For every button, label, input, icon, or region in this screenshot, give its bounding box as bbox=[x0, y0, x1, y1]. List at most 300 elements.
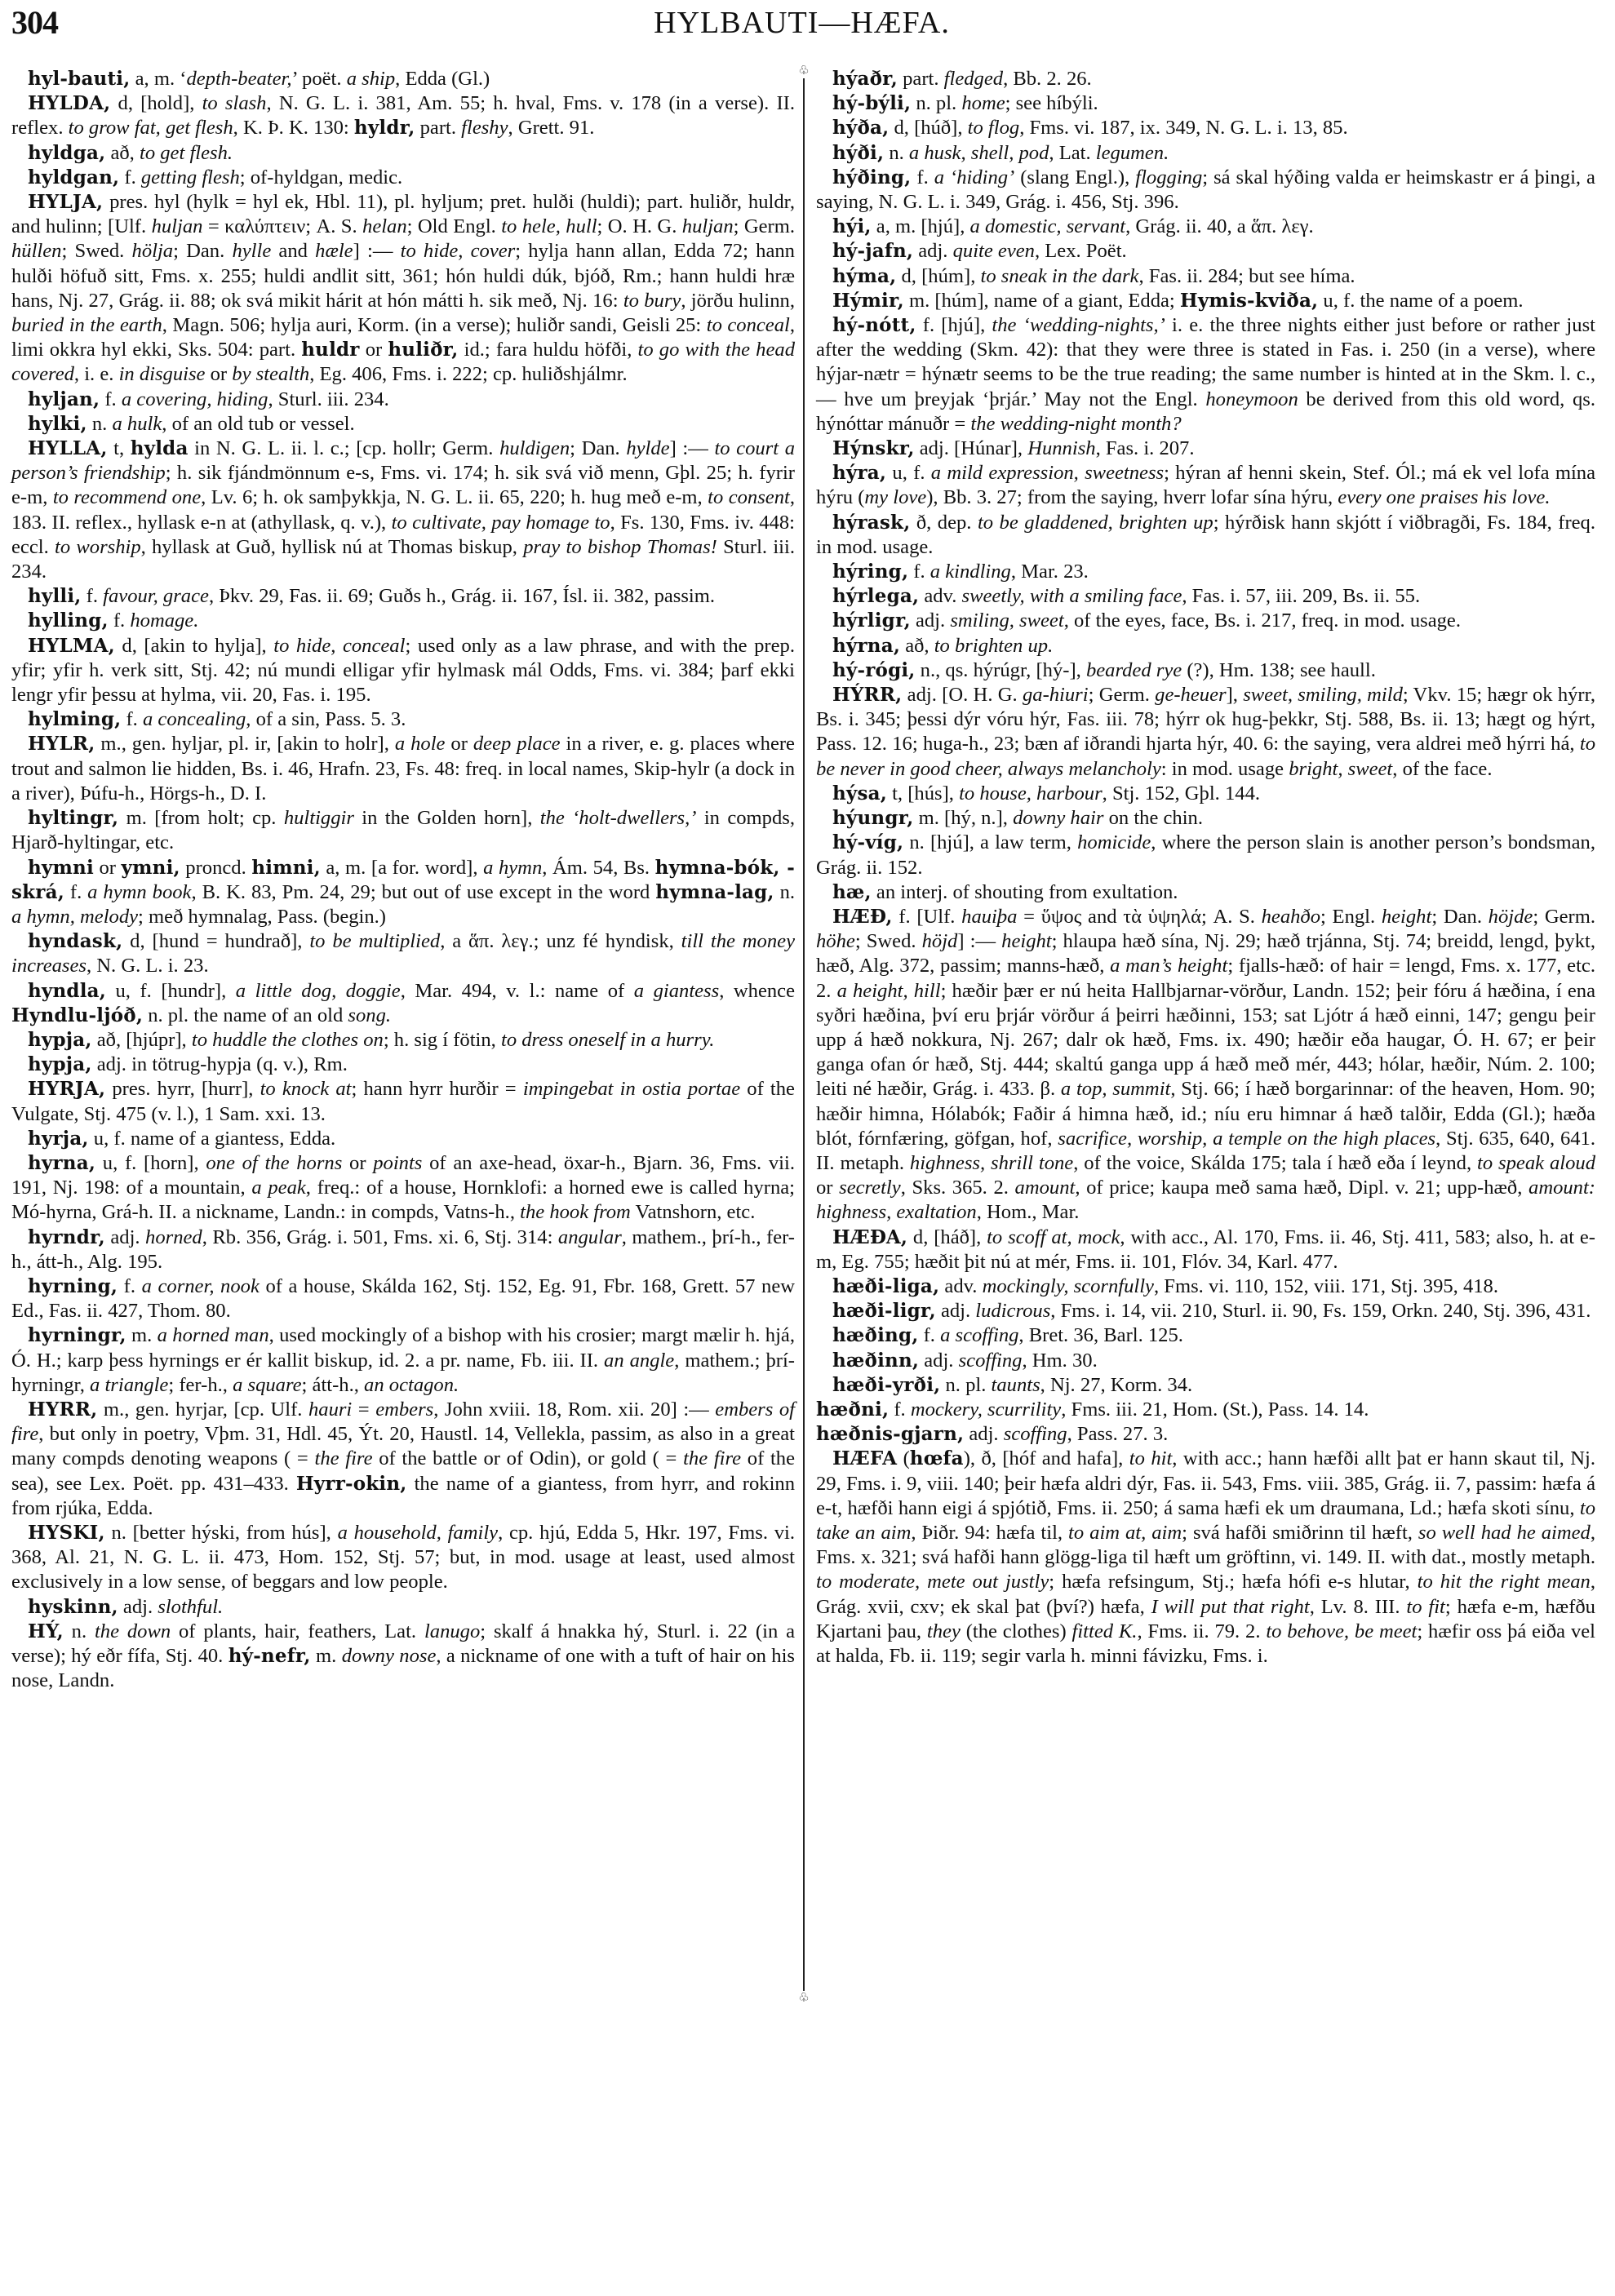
headword: hymna-lag, bbox=[655, 880, 774, 903]
gloss: a hole bbox=[394, 733, 446, 756]
dictionary-entry bbox=[816, 141, 1595, 166]
gloss: scoffing bbox=[958, 1349, 1023, 1372]
entry-text: ; of-hyldgan, medic. bbox=[239, 166, 403, 188]
headword: hæðni, bbox=[816, 1398, 890, 1421]
gloss: lanugo bbox=[424, 1620, 481, 1642]
entry-text: m., gen. hyljar, pl. ir, [akin to holr], bbox=[95, 733, 395, 756]
gloss: embers of fire bbox=[11, 1398, 795, 1446]
entry-text: of an axe-head, öxar-h., Bjarn. 36, Fms. vii. 191, Nj. 198: of a mountain, bbox=[11, 1151, 795, 1199]
entry-text: , Stj. 66; í hæð borgarinnar: of the heaven, Hom. 90; hæðir himna, Hólabók; Faðir á himna hæð, id.; níu eru himnar á hæð talðir, Edda (Gl.); hæða blót, fórnfæring, göfgan, hof, bbox=[816, 1078, 1595, 1150]
entry-text: t, bbox=[107, 437, 131, 460]
entry-text: of the sea), see Lex. Poët. pp. 431–433. bbox=[11, 1447, 796, 1495]
entry-text: , Sks. 365. 2. bbox=[900, 1177, 1015, 1199]
ornament-bottom-icon: ♧ bbox=[798, 1992, 810, 2005]
dictionary-entry bbox=[11, 1226, 795, 1274]
dictionary-entry bbox=[816, 1349, 1595, 1373]
entry-text: n. bbox=[87, 412, 113, 435]
gloss: höjde bbox=[1488, 905, 1533, 928]
entry-text: , Bb. 2. 26. bbox=[1003, 68, 1092, 90]
dictionary-entry bbox=[11, 1053, 795, 1077]
headword: hyrningr, bbox=[28, 1324, 126, 1347]
gloss: buried in the earth bbox=[11, 314, 162, 337]
gloss: to worship bbox=[54, 535, 141, 558]
entry-text: adv. bbox=[919, 585, 962, 608]
dictionary-entry bbox=[11, 1274, 795, 1323]
entry-text: n. pl. bbox=[940, 1373, 992, 1396]
entry-text: in a river, e. g. places where trout and salmon lie hidden, Bs. i. 46, Hrafn. 23, Fs. 48: freq. in local names, Skip-hylr (a dock in a river), Þúfu-h., Hörgs-h., D. I. bbox=[11, 733, 795, 804]
headword: hylki, bbox=[28, 412, 87, 435]
headword: hylming, bbox=[28, 708, 122, 731]
entry-text: = ὕψος and τὰ ὑψηλά; A. S. bbox=[1017, 905, 1262, 928]
headword: Hyndlu-ljóð, bbox=[11, 1004, 144, 1026]
gloss: hylde bbox=[626, 437, 670, 460]
gloss: sacrifice, worship, a temple on the high places bbox=[1058, 1127, 1436, 1150]
entry-text: ( bbox=[897, 1447, 910, 1470]
dictionary-entry bbox=[816, 1447, 1595, 1669]
entry-text: , freq.: of a house, Hornklofi: a horned ewe is called hyrna; Mó-hyrna, Grá-h. II. a nickname, Landn.: in compds, Vatns-h., bbox=[11, 1177, 795, 1224]
headword: huliðr, bbox=[388, 339, 459, 361]
entry-text: ; hæfa refsingum, Stj.; hæfa hófi e-s hlutar, bbox=[1049, 1571, 1418, 1593]
headword: hyrndr, bbox=[28, 1226, 105, 1248]
entry-text: on the chin. bbox=[1103, 807, 1203, 830]
entry-text: , Stj. 635, 640, 641. II. metaph. bbox=[816, 1127, 1595, 1174]
headword: HÝRR, bbox=[832, 684, 903, 707]
entry-text: adj. in tötrug-hypja (q. v.), Rm. bbox=[91, 1053, 348, 1076]
gloss: impingebat in ostia portae bbox=[522, 1078, 741, 1101]
entry-text: ; h. sik fjándmönnum e-s, Fms. vi. 174; h. sik svá við menn, Gþl. 25; h. fyrir e-m, bbox=[11, 462, 795, 509]
entry-text: (the clothes) bbox=[960, 1620, 1072, 1642]
entry-text: of plants, hair, feathers, Lat. bbox=[171, 1620, 424, 1642]
gloss: slothful. bbox=[158, 1595, 224, 1618]
headword: hyl-bauti, bbox=[28, 68, 131, 90]
gloss: a covering, hiding bbox=[121, 388, 268, 410]
entry-text: f. bbox=[121, 708, 143, 731]
entry-text: adj. [Húnar], bbox=[914, 437, 1028, 460]
entry-text: ; svá hafði smiðrinn til hæft, bbox=[1182, 1521, 1418, 1544]
headword: hæðinn, bbox=[832, 1349, 920, 1372]
headword: hýsa, bbox=[832, 782, 887, 804]
entry-text: , N. G. L. i. 23. bbox=[86, 955, 209, 977]
dictionary-entry bbox=[11, 91, 795, 140]
gloss: to behove, be meet bbox=[1266, 1620, 1418, 1642]
entry-text: , 183. II. reflex., hyllask e-n at (athyllask, q. v.), bbox=[11, 486, 795, 534]
gloss: to knock at bbox=[260, 1078, 352, 1101]
entry-text: ; h. sig í fötin, bbox=[383, 1028, 501, 1051]
dictionary-entry bbox=[11, 67, 795, 91]
entry-text: n. pl. the name of an old bbox=[143, 1004, 348, 1026]
entry-text: , John xviii. 18, Rom. xii. 20] :— bbox=[433, 1398, 716, 1421]
dictionary-entry bbox=[816, 1398, 1595, 1422]
entry-text: , jörðu hulinn, bbox=[681, 289, 795, 312]
headword: hýrlega, bbox=[832, 585, 920, 608]
entry-text: , Lex. Poët. bbox=[1034, 240, 1127, 263]
gloss: homicide bbox=[1077, 831, 1151, 854]
headword: hýring, bbox=[832, 561, 909, 583]
entry-text: the name of a giantess, from hyrr, and rokinn from rjúka, Edda. bbox=[11, 1472, 795, 1519]
entry-text: , N. G. L. i. 381, Am. 55; h. hval, Fms. v. 178 (in a verse). II. reflex. bbox=[11, 92, 795, 140]
headword: Hyrr-okin, bbox=[295, 1472, 407, 1495]
gloss: ge-heuer bbox=[1155, 684, 1227, 707]
gloss: to aim at, aim bbox=[1068, 1521, 1182, 1544]
entry-text: ; Germ. bbox=[1088, 684, 1156, 707]
headword: HYLDA, bbox=[28, 92, 111, 115]
entry-text: d, [akin to hylja], bbox=[114, 634, 274, 657]
gloss: so well had he aimed bbox=[1418, 1521, 1591, 1544]
gloss: hölja bbox=[131, 240, 174, 263]
gloss: a man’s height bbox=[1110, 955, 1228, 977]
entry-text: part. bbox=[415, 117, 462, 140]
entry-text: , Mar. 494, v. l.: name of bbox=[400, 979, 634, 1002]
entry-text: in compds, Hjarð-hyltingar, etc. bbox=[11, 807, 795, 854]
entry-text: ; see híbýli. bbox=[1005, 92, 1098, 115]
gloss: ga-hiuri bbox=[1022, 684, 1089, 707]
entry-text: ] :— bbox=[353, 240, 401, 263]
gloss: the ‘holt-dwellers,’ bbox=[539, 807, 697, 830]
entry-text: , Þiðr. 94: hæfa til, bbox=[911, 1521, 1069, 1544]
entry-text: ; Dan. bbox=[570, 437, 627, 460]
gloss: huljan bbox=[151, 215, 203, 238]
dictionary-entry bbox=[11, 1620, 795, 1694]
entry-text: , Hom., Mar. bbox=[976, 1201, 1080, 1224]
dictionary-entry bbox=[11, 190, 795, 388]
gloss: mockingly, scornfully bbox=[982, 1274, 1154, 1297]
entry-text: ), Bb. 3. 27; from the saying, hverr lofar sína hýru, bbox=[926, 486, 1338, 509]
gloss: height bbox=[1001, 930, 1052, 953]
entry-text: að, [hjúpr], bbox=[91, 1028, 192, 1051]
entry-text: ; skalf á hnakka hý, Sturl. i. 22 (in a verse); hý eðr fífa, Stj. 40. bbox=[11, 1620, 796, 1667]
gloss: a mild expression, sweetness bbox=[930, 462, 1165, 485]
entry-text: ; hæfa e-m, hæfðu Kjartani þau, bbox=[816, 1595, 1595, 1642]
right-column bbox=[816, 67, 1595, 1669]
entry-text: a, m. [hjú], bbox=[871, 215, 970, 238]
headword: hylli, bbox=[28, 585, 82, 608]
entry-text: pres. hyrr, [hurr], bbox=[105, 1078, 260, 1101]
gloss: a corner, nook bbox=[141, 1274, 260, 1297]
entry-text: ; fjalls-hæð: of hair = lengd, Fms. x. 177, etc. 2. bbox=[816, 955, 1595, 1002]
headword: hýða, bbox=[832, 117, 890, 140]
entry-text: f. bbox=[889, 1398, 911, 1421]
headword: hyndla, bbox=[28, 979, 106, 1002]
entry-text: in N. G. L. ii. l. c.; [cp. hollr; Germ. bbox=[188, 437, 500, 460]
dictionary-entry bbox=[816, 1422, 1595, 1447]
gloss: the wedding-night month? bbox=[970, 412, 1182, 435]
entry-text: adj. bbox=[935, 1300, 976, 1323]
gloss: my love bbox=[864, 486, 927, 509]
headword: hý-býli, bbox=[832, 92, 912, 115]
gloss: heahðo bbox=[1261, 905, 1321, 928]
dictionary-entry bbox=[11, 412, 795, 437]
entry-text: , Sturl. iii. 234. bbox=[268, 388, 389, 410]
dictionary-entry bbox=[11, 707, 795, 732]
entry-text: , a nickname of one with a tuft of hair on his nose, Landn. bbox=[11, 1645, 795, 1692]
entry-text: , i. e. bbox=[73, 363, 119, 386]
dictionary-entry bbox=[11, 584, 795, 609]
entry-text: of the battle or of Odin), or gold ( = bbox=[372, 1447, 684, 1470]
entry-text: : in mod. usage bbox=[1160, 757, 1289, 780]
gloss: a hymn bbox=[483, 856, 543, 879]
gloss: to cultivate, pay homage to bbox=[391, 511, 610, 534]
entry-text: , Grett. 91. bbox=[508, 117, 595, 140]
headword: hæði-ligr, bbox=[832, 1300, 936, 1323]
entry-text: , Edda (Gl.) bbox=[395, 68, 490, 90]
entry-text: d, [húð], bbox=[889, 117, 968, 140]
entry-text: , Lat. bbox=[1049, 141, 1096, 164]
entry-text: f. [hjú], bbox=[916, 314, 992, 337]
entry-text: id.; fara huldu höfði, bbox=[458, 339, 638, 361]
entry-text: , used mockingly of a bishop with his crosier; margt mælir h. hjá, Ó. H.; karp þess hyrnings er ér kallit biskup, id. 2. a pr. name, Fb. iii. II. bbox=[11, 1324, 795, 1372]
headword: hæði-yrði, bbox=[832, 1373, 941, 1396]
entry-text: ð, dep. bbox=[910, 511, 978, 534]
gloss: to hit bbox=[1129, 1447, 1173, 1470]
dictionary-entry bbox=[816, 1226, 1595, 1274]
dictionary-entry bbox=[816, 584, 1595, 609]
entry-text: , a ἅπ. λεγ.; unz fé hyndisk, bbox=[440, 930, 681, 953]
headword: hýi, bbox=[832, 215, 872, 238]
entry-text: (slang Engl.), bbox=[1014, 166, 1136, 188]
entry-text: d, [háð], bbox=[907, 1226, 987, 1248]
entry-text: , Fms. vi. 187, ix. 349, N. G. L. i. 13, 85. bbox=[1019, 117, 1348, 140]
dictionary-entry bbox=[11, 1077, 795, 1126]
entry-text: Sturl. iii. 234. bbox=[11, 535, 795, 583]
entry-text: ; Swed. bbox=[854, 930, 922, 953]
entry-text: ; fer-h., bbox=[168, 1373, 233, 1396]
headword: HÆÐA, bbox=[832, 1226, 908, 1248]
entry-text: ; hýran af henni skein, Stef. Ól.; má ek vel lofa mína hýru ( bbox=[816, 462, 1596, 509]
entry-text: m. [hý, n.], bbox=[913, 807, 1014, 830]
gloss: horned bbox=[145, 1226, 202, 1248]
headword: hymna-bók, -skrá, bbox=[11, 856, 795, 903]
headword: HYSKI, bbox=[28, 1521, 105, 1544]
entry-text: n., qs. hýrúgr, [hý-], bbox=[915, 658, 1086, 681]
gloss: by stealth bbox=[232, 363, 310, 386]
entry-text: , Fms. iii. 21, Hom. (St.), Pass. 14. 14. bbox=[1061, 1398, 1369, 1421]
headword: hypja, bbox=[28, 1028, 92, 1051]
entry-text: , Magn. 506; hylja auri, Korm. (in a verse); huliðr sandi, Geisli 25: bbox=[162, 314, 707, 337]
entry-text: , K. Þ. K. 130: bbox=[233, 117, 354, 140]
headword: hyldga, bbox=[28, 141, 106, 164]
gloss: homage. bbox=[130, 609, 199, 632]
entry-text: adj. bbox=[104, 1226, 146, 1248]
entry-text: ; hlaupa hæð sína, Nj. 29; hæð trjánna, Stj. 74; breidd, lengd, þykt, hæð, Alg. 372, passim; manns-hæð, bbox=[816, 930, 1595, 977]
dictionary-entry bbox=[816, 1373, 1595, 1398]
dictionary-entry bbox=[816, 831, 1595, 880]
dictionary-entry bbox=[816, 634, 1595, 658]
page-number: 304 bbox=[11, 4, 58, 41]
gloss: a peak bbox=[251, 1177, 306, 1199]
entry-text: , Fas. i. 207. bbox=[1095, 437, 1195, 460]
headword: hýði, bbox=[832, 141, 885, 164]
gloss: secretly bbox=[839, 1177, 901, 1199]
entry-text: , Fms. x. 321; svá hafði hann glögg-liga til hæft um gröftinn, vi. 149. II. with dat., mostly metaph. bbox=[816, 1521, 1596, 1569]
headword: hylling, bbox=[28, 609, 109, 632]
entry-text: , limi okkra hyl ekki, Sks. 504: part. bbox=[11, 314, 796, 361]
entry-text: be derived from this old word, qs. hýnóttar mánuðr = bbox=[816, 388, 1595, 435]
entry-text: or bbox=[205, 363, 233, 386]
headword: hyrna, bbox=[28, 1151, 96, 1174]
entry-text: ; Germ. bbox=[733, 215, 796, 238]
entry-text: , of the eyes, face, Bs. i. 217, freq. in mod. usage. bbox=[1063, 609, 1461, 632]
gloss: hauri bbox=[308, 1398, 353, 1421]
dictionary-entry bbox=[816, 806, 1595, 831]
headword: hý-víg, bbox=[832, 831, 904, 854]
headword: HYLR, bbox=[28, 733, 95, 756]
entry-text: adj. bbox=[118, 1595, 158, 1618]
entry-text: , with acc., Al. 170, Fms. ii. 46, Stj. 411, 583; also, h. at e-m, Eg. 755; hæðit þit nú at mér, Fms. ii. 101, Flóv. 34, Karl. 477. bbox=[816, 1226, 1595, 1273]
gloss: to go with the head covered bbox=[11, 339, 795, 386]
gloss: a scoffing bbox=[940, 1324, 1019, 1347]
headword: hœfa bbox=[909, 1447, 964, 1470]
entry-text: ; hæðir þær er nú heita Hallbjarnar-vörður, Landn. 152; þeir fóru á hæðina, í ena syðri hæðina, því eru þrjár vörður á þeirri hæðinni, 153; sat Ljótr á hæð einni, 147; gengu þeir upp á hæð nokkura, Nj. 267; dalr ok hæð, Fms. ix. 490; hæðir eða haugar, Ó. H. 67; er þeir ganga ofan ór hæð, Stj. 444; skaltú ganga upp á hæð með mér, 443; hólar, hæðir, Núm. 2. 100; leiti né hæðir, Grág. i. 433. β. bbox=[816, 979, 1595, 1101]
gloss: height bbox=[1381, 905, 1432, 928]
dictionary-entry bbox=[816, 880, 1595, 905]
gloss: to hele, hull bbox=[501, 215, 597, 238]
entry-text: adv. bbox=[939, 1274, 983, 1297]
column-rule bbox=[803, 78, 805, 1991]
gloss: legumen. bbox=[1095, 141, 1169, 164]
entry-text: , Grág. xvii, cxv; ek skal þat (því?) hæfa, bbox=[816, 1571, 1595, 1618]
entry-text: , Fas. i. 57, iii. 209, Bs. ii. 55. bbox=[1182, 585, 1421, 608]
dictionary-entry bbox=[816, 166, 1595, 215]
gloss: höjd bbox=[921, 930, 958, 953]
entry-text: , Fms. i. 14, vii. 210, Sturl. ii. 90, Fs. 159, Orkn. 240, Stj. 396, 431. bbox=[1050, 1300, 1591, 1323]
gloss: amount bbox=[1014, 1177, 1076, 1199]
dictionary-entry bbox=[816, 67, 1595, 91]
dictionary-entry bbox=[816, 1299, 1595, 1323]
gloss: to get flesh. bbox=[139, 141, 233, 164]
gloss: fleshy bbox=[461, 117, 508, 140]
gloss: huldigen bbox=[499, 437, 570, 460]
dictionary-entry bbox=[11, 1028, 795, 1053]
headword: huldr bbox=[301, 339, 360, 361]
dictionary-entry bbox=[11, 634, 795, 708]
left-column bbox=[11, 67, 795, 1693]
gloss: one of the horns bbox=[206, 1151, 343, 1174]
gloss: to scoff at, mock bbox=[987, 1226, 1120, 1248]
entry-text: , Fms. ii. 79. 2. bbox=[1137, 1620, 1267, 1642]
gloss: a household, family bbox=[337, 1521, 499, 1544]
headword: hyltingr, bbox=[28, 807, 119, 830]
dictionary-entry bbox=[11, 609, 795, 633]
dictionary-entry bbox=[816, 289, 1595, 313]
dictionary-entry bbox=[816, 437, 1595, 461]
dictionary-entry bbox=[816, 905, 1595, 1226]
entry-text: (?), Hm. 138; see haull. bbox=[1182, 658, 1376, 681]
gloss: a square bbox=[233, 1373, 302, 1396]
entry-text: ] :— bbox=[669, 437, 715, 460]
entry-text: , Stj. 152, Gþl. 144. bbox=[1102, 782, 1261, 804]
gloss: downy hair bbox=[1013, 807, 1104, 830]
dictionary-entry bbox=[11, 979, 795, 1028]
headword: hypja, bbox=[28, 1053, 92, 1076]
gloss: till the money increases bbox=[11, 930, 795, 977]
headword: ymni, bbox=[121, 856, 180, 879]
headword: Hymis-kviða, bbox=[1179, 289, 1319, 312]
entry-text: m. bbox=[126, 1324, 158, 1347]
gloss: favour, grace bbox=[103, 585, 209, 608]
entry-text: , of price; kaupa með sama hæð, Dipl. v. 21; upp-hæð, bbox=[1075, 1177, 1529, 1199]
gloss: fledged bbox=[943, 68, 1004, 90]
headword: hæðing, bbox=[832, 1324, 919, 1347]
headword: hyndask, bbox=[28, 930, 123, 953]
gloss: to bury bbox=[623, 289, 681, 312]
headword: HÆFA bbox=[832, 1447, 898, 1470]
gloss: a hulk bbox=[112, 412, 162, 435]
gloss: depth-beater, bbox=[186, 68, 292, 90]
entry-text: ; Dan. bbox=[1431, 905, 1489, 928]
gloss: huljan bbox=[681, 215, 734, 238]
gloss: song. bbox=[348, 1004, 392, 1026]
gloss: a ‘hiding’ bbox=[934, 166, 1015, 188]
dictionary-entry bbox=[816, 116, 1595, 140]
gloss: in disguise bbox=[118, 363, 206, 386]
entry-text: , Eg. 406, Fms. i. 222; cp. huliðshjálmr. bbox=[309, 363, 628, 386]
gloss: to recommend one bbox=[52, 486, 202, 509]
gloss: hylle bbox=[232, 240, 272, 263]
gloss: embers bbox=[375, 1398, 434, 1421]
dictionary-entry bbox=[816, 683, 1595, 782]
entry-text: ; Vkv. 15; hægr ok hýrr, Bs. i. 345; þessi dýr vóru hýr, Fas. iii. 78; hýrr ok hug-þekkr, Stj. 588, Bs. ii. 13; hægt og hýrt, Pass. 12. 16; huga-h., 23; bæn af iðrandi hjarta hýr, 40. 6: the saying, vera aldrei með hýrri há, bbox=[816, 684, 1595, 756]
entry-text: = καλύπτειν; A. S. bbox=[202, 215, 363, 238]
gloss: getting flesh bbox=[140, 166, 240, 188]
gloss: they bbox=[926, 1620, 961, 1642]
entry-text: f. bbox=[81, 585, 104, 608]
entry-text: , mathem., þrí-h., fer-h., átt-h., Alg. 195. bbox=[11, 1226, 795, 1273]
headword: hýra, bbox=[832, 462, 887, 485]
headword: hyljan, bbox=[28, 388, 100, 410]
entry-text: , Lv. 6; h. ok samþykkja, N. G. L. ii. 65, 220; h. hug með e-m, bbox=[201, 486, 708, 509]
entry-text: ; Swed. bbox=[61, 240, 132, 263]
gloss: an octagon. bbox=[364, 1373, 459, 1396]
entry-text: ; sá skal hýðing valda er heimskastr er á þingi, a saying, N. G. L. i. 349, Grág. i. 456, Stj. 396. bbox=[816, 166, 1595, 214]
headword: hylda bbox=[130, 437, 189, 460]
entry-text: n. [better hýski, from hús], bbox=[104, 1521, 338, 1544]
entry-text: , with acc.; hann hæfði allt þat er hann skaut til, Nj. 29, Fms. i. 9, viii. 140; þeir hæfa aldri dýr, Fas. ii. 543, Fms. viii. 385, Grág. ii. 7, passim: hæfa á e-t, hæfði hann eigi á spjótið, Fms. ii. 250; á sama hæfi ek um draumana, Ld.; hæfa skoti sínu, bbox=[816, 1447, 1595, 1519]
dictionary-entry bbox=[816, 1274, 1595, 1299]
dictionary-entry bbox=[816, 461, 1595, 510]
gloss: to huddle the clothes on bbox=[191, 1028, 384, 1051]
gloss: to hide, conceal bbox=[273, 634, 406, 657]
headword: hý-jafn, bbox=[832, 240, 914, 263]
gloss: fitted K. bbox=[1071, 1620, 1138, 1642]
dictionary-entry bbox=[11, 141, 795, 166]
gloss: deep place bbox=[473, 733, 561, 756]
entry-text: f. bbox=[119, 166, 141, 188]
entry-text: ’ poët. bbox=[291, 68, 347, 90]
headword: HYRJA, bbox=[28, 1078, 106, 1101]
entry-text: , Grág. ii. 40, a ἅπ. λεγ. bbox=[1125, 215, 1314, 238]
gloss: a giantess bbox=[633, 979, 720, 1002]
gloss: a height, hill bbox=[836, 979, 941, 1002]
gloss: to flog bbox=[967, 117, 1020, 140]
gloss: hæle bbox=[315, 240, 353, 263]
gloss: to hide, cover bbox=[400, 240, 516, 263]
gloss: a husk, shell, pod bbox=[908, 141, 1049, 164]
headword: hýma, bbox=[832, 264, 897, 287]
entry-text: , Ám. 54, Bs. bbox=[542, 856, 655, 879]
entry-text: m. bbox=[310, 1645, 342, 1667]
gloss: to house, harbour bbox=[959, 782, 1103, 804]
gloss: sweetly, with a smiling face bbox=[961, 585, 1182, 608]
entry-text: adj. bbox=[910, 609, 951, 632]
entry-text: u, f. the name of a poem. bbox=[1318, 289, 1524, 312]
entry-text: , of the voice, Skálda 175; tala í hæð eða í leynd, bbox=[1073, 1151, 1478, 1174]
entry-text: , B. K. 83, Pm. 24, 29; but out of use except in the word bbox=[191, 880, 656, 903]
entry-text: u, f. [horn], bbox=[95, 1151, 206, 1174]
entry-text: ; Old Engl. bbox=[406, 215, 502, 238]
gloss: scoffing bbox=[1003, 1423, 1067, 1446]
dictionary-entry bbox=[11, 1521, 795, 1595]
gloss: to be multiplied bbox=[309, 930, 441, 953]
